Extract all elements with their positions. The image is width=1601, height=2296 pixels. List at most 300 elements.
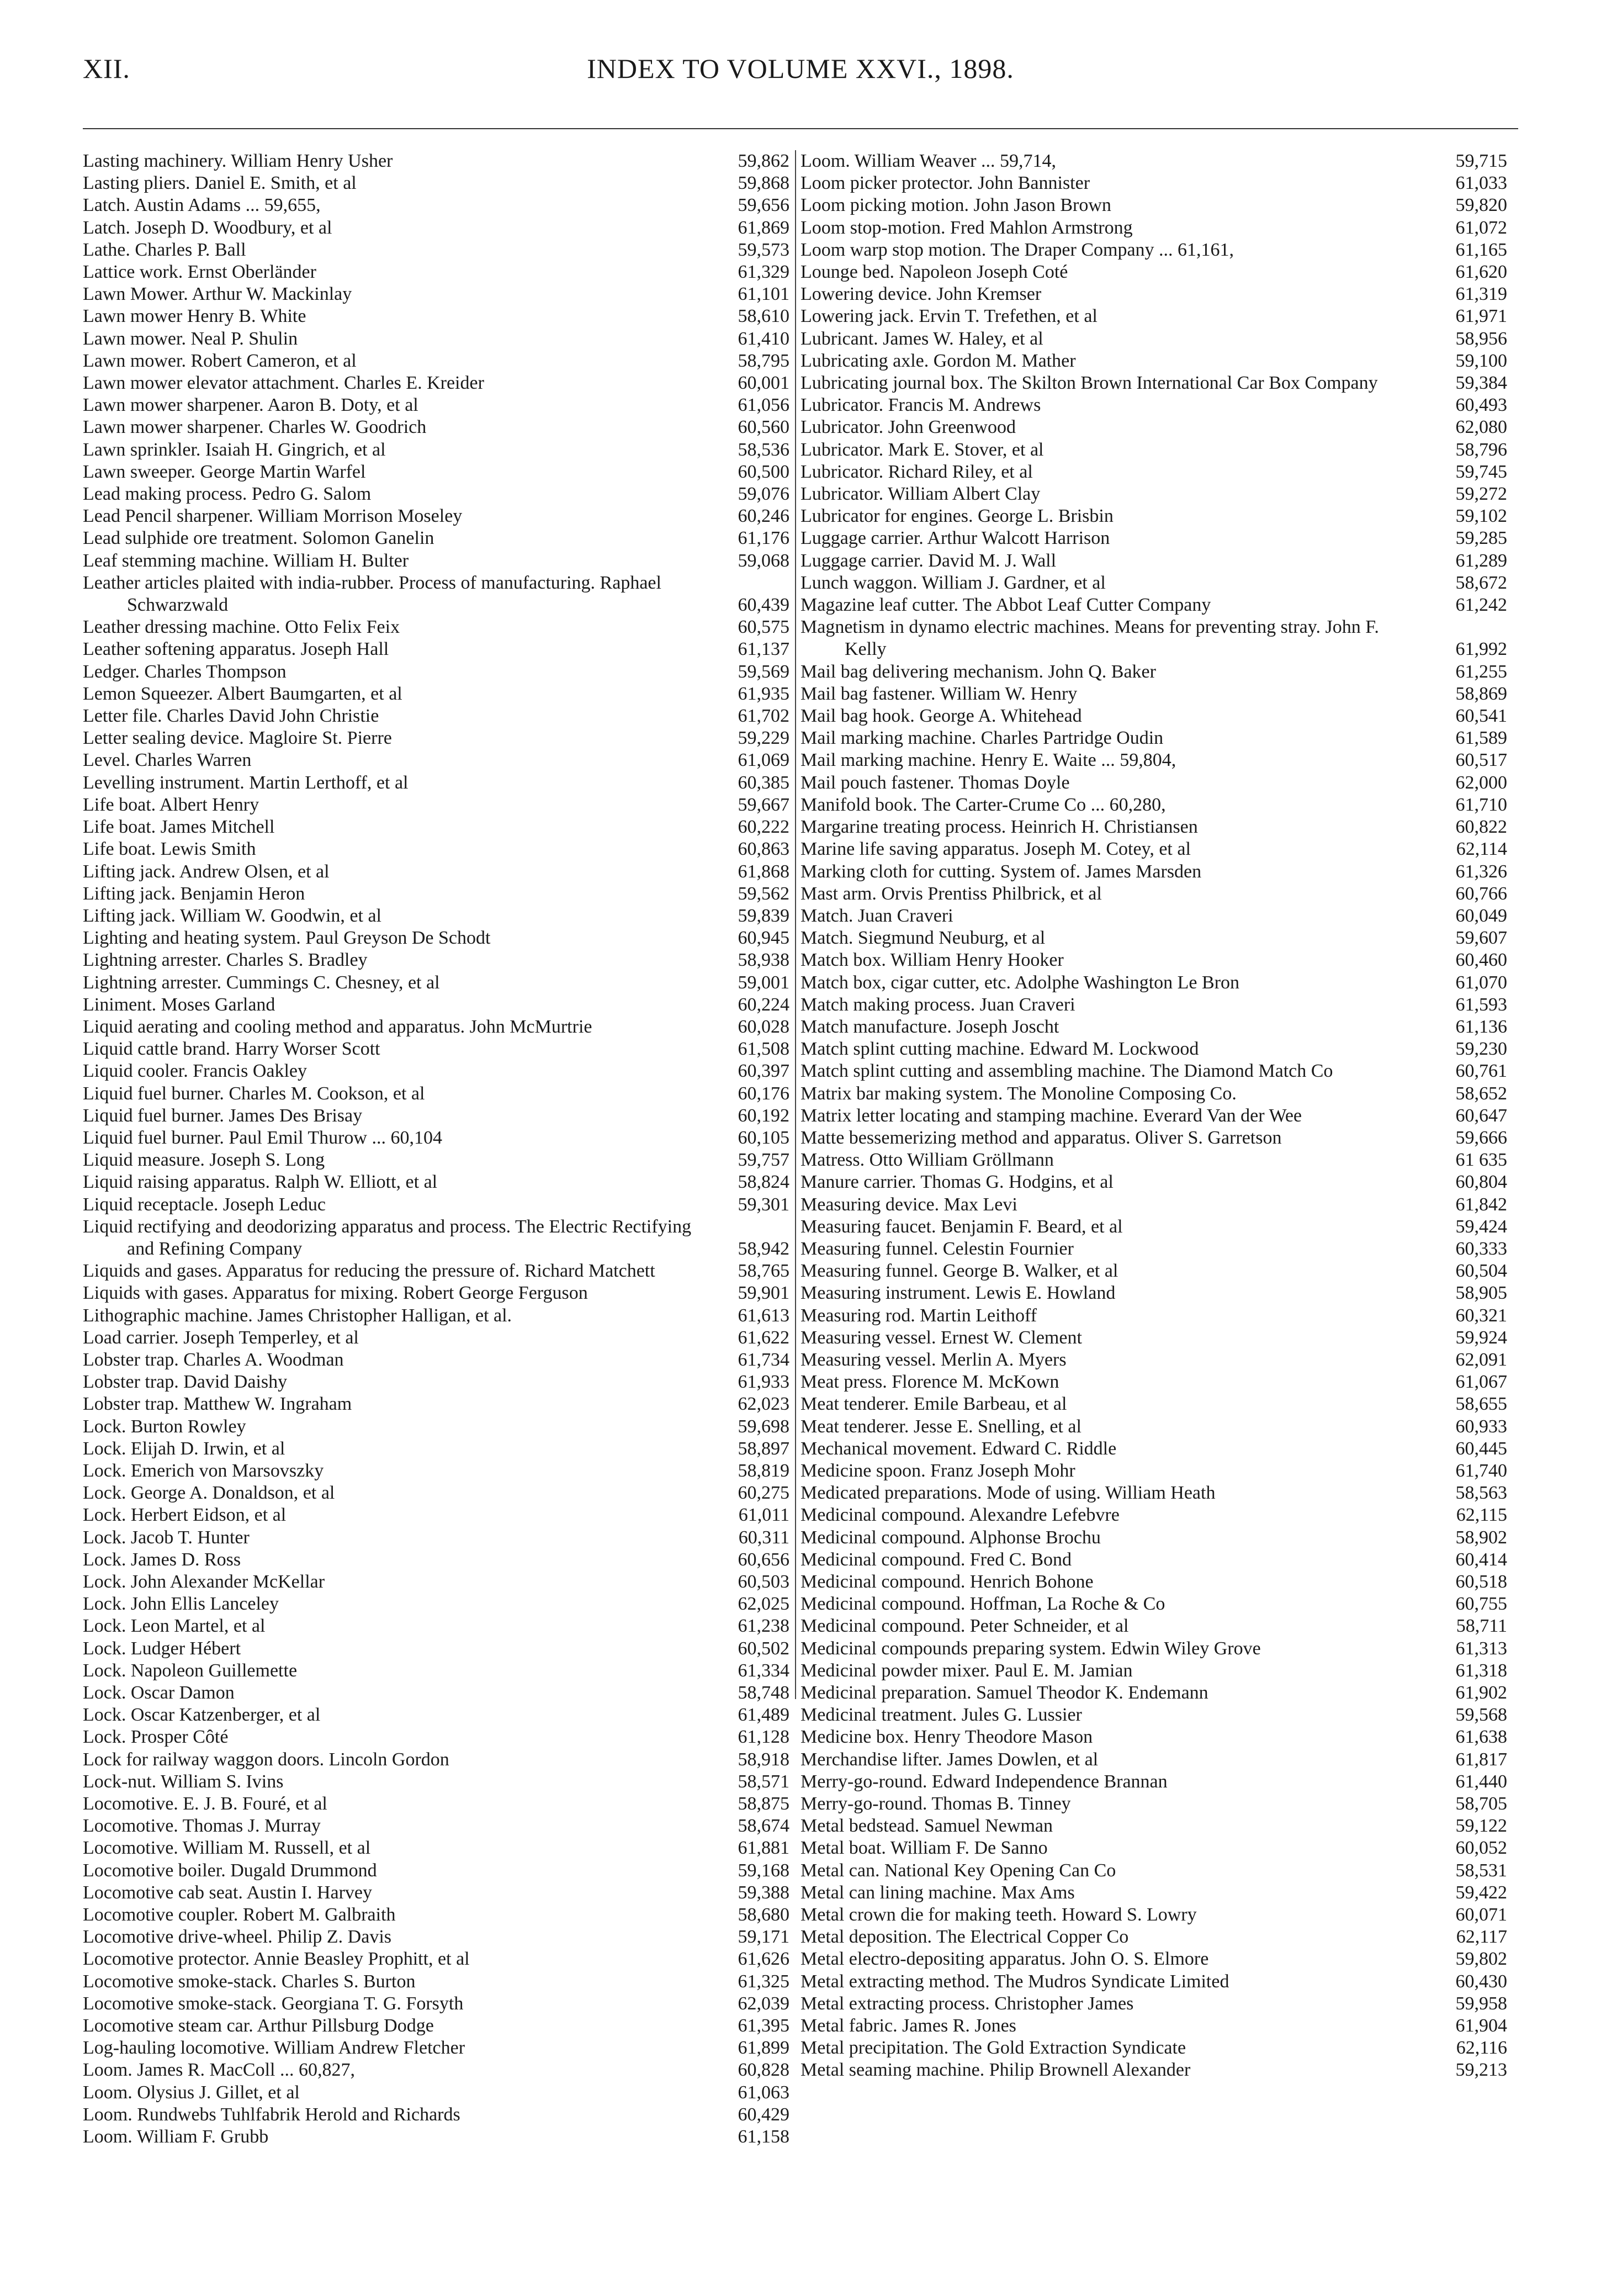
entry-subject: Loom. William Weaver ... 59,714, [800, 151, 1057, 171]
entry-subject: Lubricant. James W. Haley, et al [800, 328, 1043, 349]
entry-subject: Leather dressing machine. Otto Felix Feix [83, 617, 400, 638]
entry-subject: Lock. Oscar Damon [83, 1683, 235, 1704]
index-entry [83, 1438, 789, 1460]
entry-subject: Metal seaming machine. Philip Brownell Alexander [800, 2060, 1191, 2081]
entry-subject: Metal boat. William F. De Sanno [800, 1838, 1048, 1859]
entry-subject: Lock. Napoleon Guillemette [83, 1660, 298, 1681]
entry-subject: Measuring device. Max Levi [800, 1194, 1017, 1215]
index-entry [83, 1504, 789, 1526]
entry-subject: Merry-go-round. Edward Independence Brannan [800, 1771, 1168, 1792]
entry-patent-number: 61,992 [1416, 638, 1507, 660]
index-entry [800, 1327, 1507, 1349]
index-entry [800, 1704, 1507, 1726]
entry-patent-number: 60,105 [698, 1127, 789, 1149]
index-entry [800, 172, 1507, 194]
entry-patent-number: 58,875 [698, 1793, 789, 1815]
index-entry [83, 239, 789, 261]
entry-patent-number: 61,063 [698, 2082, 789, 2104]
entry-patent-number: 61,128 [698, 1726, 789, 1748]
entry-subject: Loom picking motion. John Jason Brown [800, 195, 1111, 216]
entry-patent-number: 58,938 [698, 949, 789, 971]
entry-subject: Locomotive smoke-stack. Charles S. Burton [83, 1971, 416, 1992]
index-entry [83, 1882, 789, 1904]
entry-subject: Measuring funnel. George B. Walker, et al [800, 1261, 1118, 1282]
entry-patent-number: 59,820 [1416, 194, 1507, 216]
index-entry [800, 1149, 1507, 1171]
entry-subject: Loom. Olysius J. Gillet, et al [83, 2082, 300, 2103]
index-entry [83, 838, 789, 860]
entry-subject: Metal extracting process. Christopher James [800, 1993, 1134, 2014]
entry-subject: Metal fabric. James R. Jones [800, 2015, 1016, 2036]
index-entry [800, 794, 1507, 816]
index-entry [83, 1083, 789, 1105]
entry-patent-number: 58,795 [698, 350, 789, 372]
entry-subject: Manure carrier. Thomas G. Hodgins, et al [800, 1172, 1114, 1193]
entry-patent-number: 59,607 [1416, 927, 1507, 949]
entry-subject: Lifting jack. William W. Goodwin, et al [83, 905, 381, 926]
entry-patent-number: 58,956 [1416, 328, 1507, 350]
index-entry [83, 1749, 789, 1771]
entry-patent-number: 59,388 [698, 1882, 789, 1904]
index-entry [83, 150, 789, 172]
index-entry [83, 1948, 789, 1970]
entry-patent-number: 60,933 [1416, 1416, 1507, 1438]
entry-patent-number: 58,571 [698, 1771, 789, 1793]
index-entry [800, 1771, 1507, 1793]
entry-patent-number: 58,610 [698, 305, 789, 327]
entry-patent-number: 61,137 [698, 638, 789, 660]
index-entry [83, 1704, 789, 1726]
entry-patent-number: 59,068 [698, 550, 789, 572]
entry-patent-number: 59,901 [698, 1282, 789, 1304]
entry-subject: Marine life saving apparatus. Joseph M. Cotey, et al [800, 839, 1191, 860]
entry-subject: Match splint cutting machine. Edward M. Lockwood [800, 1039, 1199, 1060]
entry-patent-number: 59,802 [1416, 1948, 1507, 1970]
entry-subject: Medicinal compound. Fred C. Bond [800, 1549, 1072, 1570]
entry-subject: Mail bag fastener. William W. Henry [800, 683, 1078, 704]
entry-subject: Lock for railway waggon doors. Lincoln Gordon [83, 1749, 449, 1770]
index-entry [83, 1016, 789, 1038]
entry-patent-number: 62,091 [1416, 1349, 1507, 1371]
entry-subject: Locomotive coupler. Robert M. Galbraith [83, 1904, 396, 1925]
index-entry [83, 172, 789, 194]
entry-subject: Lock. Oscar Katzenberger, et al [83, 1705, 321, 1726]
entry-subject: Leather articles plaited with india-rubber. Process of manufacturing. Raphael Schwarzwald [83, 572, 661, 616]
index-entry [800, 883, 1507, 905]
entry-patent-number: 61,395 [698, 2015, 789, 2037]
entry-patent-number: 59,569 [698, 661, 789, 683]
index-entry [83, 1060, 789, 1082]
entry-subject: Lowering device. John Kremser [800, 284, 1042, 305]
index-entry [83, 794, 789, 816]
index-entry [83, 305, 789, 327]
entry-patent-number: 61,067 [1416, 1371, 1507, 1393]
index-entry [800, 527, 1507, 549]
entry-subject: Lock. John Ellis Lanceley [83, 1594, 279, 1615]
entry-patent-number: 59,229 [698, 727, 789, 749]
entry-subject: Lithographic machine. James Christopher Halligan, et al. [83, 1305, 512, 1326]
entry-patent-number: 60,222 [698, 816, 789, 838]
entry-patent-number: 58,824 [698, 1171, 789, 1193]
index-entry [83, 194, 789, 216]
entry-subject: Lobster trap. Charles A. Woodman [83, 1349, 344, 1370]
entry-patent-number: 59,076 [698, 483, 789, 505]
index-entry [800, 239, 1507, 261]
entry-subject: Lightning arrester. Cummings C. Chesney, et al [83, 972, 440, 993]
entry-patent-number: 58,531 [1416, 1860, 1507, 1882]
index-entry [800, 949, 1507, 971]
entry-patent-number: 61,702 [698, 705, 789, 727]
index-entry [83, 1926, 789, 1948]
entry-subject: Liquid rectifying and deodorizing apparatus and process. The Electric Rectifying and Refining Company [83, 1216, 692, 1259]
entry-patent-number: 62,116 [1416, 2037, 1507, 2059]
index-entry [800, 905, 1507, 927]
entry-subject: Lawn sweeper. George Martin Warfel [83, 461, 366, 482]
entry-patent-number: 61,319 [1416, 283, 1507, 305]
index-entry [83, 1416, 789, 1438]
index-entry [800, 1238, 1507, 1260]
entry-patent-number: 58,796 [1416, 439, 1507, 461]
index-entry [800, 1305, 1507, 1327]
entry-patent-number: 62,115 [1416, 1504, 1507, 1526]
entry-patent-number: 61,136 [1416, 1016, 1507, 1038]
index-entry [83, 638, 789, 660]
entry-patent-number: 60,224 [698, 994, 789, 1016]
entry-patent-number: 61,899 [698, 2037, 789, 2059]
index-entry [83, 217, 789, 239]
index-entry [800, 1216, 1507, 1238]
header-rule [83, 128, 1518, 129]
index-entry [83, 1305, 789, 1327]
entry-subject: Matrix bar making system. The Monoline Composing Co. [800, 1083, 1237, 1104]
index-entry [83, 1682, 789, 1704]
entry-subject: Liquid aerating and cooling method and apparatus. John McMurtrie [83, 1016, 592, 1037]
entry-patent-number: 60,541 [1416, 705, 1507, 727]
index-entry [800, 505, 1507, 527]
entry-patent-number: 59,122 [1416, 1815, 1507, 1837]
entry-patent-number: 59,100 [1416, 350, 1507, 372]
entry-patent-number: 61 635 [1416, 1149, 1507, 1171]
index-entry [800, 1016, 1507, 1038]
index-entry [800, 1282, 1507, 1304]
index-entry [800, 972, 1507, 994]
entry-subject: Meat tenderer. Jesse E. Snelling, et al [800, 1416, 1082, 1437]
index-entry [800, 1171, 1507, 1193]
entry-patent-number: 61,589 [1416, 727, 1507, 749]
entry-subject: Lock-nut. William S. Ivins [83, 1771, 284, 1792]
index-entry [83, 661, 789, 683]
index-entry [83, 2015, 789, 2037]
entry-subject: Lubricator. Mark E. Stover, et al [800, 439, 1044, 460]
index-entry [83, 350, 789, 372]
entry-subject: Locomotive. William M. Russell, et al [83, 1838, 371, 1859]
entry-subject: Lobster trap. David Daishy [83, 1372, 288, 1393]
entry-patent-number: 59,573 [698, 239, 789, 261]
entry-subject: Metal can. National Key Opening Can Co [800, 1860, 1116, 1881]
index-entry [83, 2082, 789, 2104]
entry-subject: Medicinal powder mixer. Paul E. M. Jamian [800, 1660, 1133, 1681]
index-entry [800, 1726, 1507, 1748]
entry-patent-number: 60,500 [698, 461, 789, 483]
entry-patent-number: 60,828 [698, 2059, 789, 2081]
index-columns [83, 150, 1518, 2265]
index-entry [83, 1615, 789, 1637]
entry-subject: Liquid fuel burner. Charles M. Cookson, et al [83, 1083, 425, 1104]
entry-patent-number: 61,734 [698, 1349, 789, 1371]
index-entry [800, 1904, 1507, 1926]
entry-patent-number: 61,740 [1416, 1460, 1507, 1482]
entry-patent-number: 58,748 [698, 1682, 789, 1704]
entry-patent-number: 60,493 [1416, 394, 1507, 416]
index-entry [800, 150, 1507, 172]
entry-patent-number: 58,705 [1416, 1793, 1507, 1815]
entry-patent-number: 61,869 [698, 217, 789, 239]
entry-patent-number: 60,804 [1416, 1171, 1507, 1193]
entry-subject: Lead making process. Pedro G. Salom [83, 484, 372, 505]
page-number: XII. [83, 53, 130, 84]
entry-patent-number: 58,655 [1416, 1393, 1507, 1415]
index-entry [83, 1837, 789, 1859]
entry-patent-number: 61,238 [698, 1615, 789, 1637]
index-entry [83, 1105, 789, 1127]
index-entry [800, 1349, 1507, 1371]
entry-subject: Measuring vessel. Merlin A. Myers [800, 1349, 1067, 1370]
entry-patent-number: 60,560 [698, 416, 789, 438]
entry-subject: Lead sulphide ore treatment. Solomon Ganelin [83, 528, 434, 549]
entry-subject: Lawn mower sharpener. Charles W. Goodrich [83, 417, 427, 438]
index-entry [83, 905, 789, 927]
index-entry [800, 838, 1507, 860]
entry-patent-number: 59,958 [1416, 1993, 1507, 2015]
entry-subject: Merchandise lifter. James Dowlen, et al [800, 1749, 1099, 1770]
entry-subject: Liquids and gases. Apparatus for reducing the pressure of. Richard Matchett [83, 1261, 655, 1282]
entry-subject: Mail marking machine. Charles Partridge Oudin [800, 728, 1164, 749]
entry-patent-number: 60,275 [698, 1482, 789, 1504]
entry-subject: Locomotive cab seat. Austin I. Harvey [83, 1882, 373, 1903]
entry-subject: Meat press. Florence M. McKown [800, 1372, 1059, 1393]
entry-patent-number: 61,902 [1416, 1682, 1507, 1704]
entry-subject: Lock. John Alexander McKellar [83, 1572, 325, 1592]
entry-subject: Measuring vessel. Ernest W. Clement [800, 1327, 1082, 1348]
entry-patent-number: 59,384 [1416, 372, 1507, 394]
index-entry [83, 705, 789, 727]
index-entry [800, 683, 1507, 705]
entry-patent-number: 60,502 [698, 1638, 789, 1660]
index-entry [800, 1860, 1507, 1882]
entry-patent-number: 59,666 [1416, 1127, 1507, 1149]
entry-subject: Lubricator. John Greenwood [800, 417, 1016, 438]
entry-patent-number: 61,255 [1416, 661, 1507, 683]
entry-subject: Loom stop-motion. Fred Mahlon Armstrong [800, 217, 1133, 238]
entry-subject: Liquid cooler. Francis Oakley [83, 1061, 308, 1082]
entry-patent-number: 61,289 [1416, 550, 1507, 572]
index-entry [800, 1837, 1507, 1859]
index-entry [83, 2126, 789, 2148]
entry-patent-number: 60,822 [1416, 816, 1507, 838]
index-entry [83, 972, 789, 994]
entry-patent-number: 60,176 [698, 1083, 789, 1105]
entry-subject: Margarine treating process. Heinrich H. Christiansen [800, 817, 1198, 838]
entry-patent-number: 62,039 [698, 1993, 789, 2015]
entry-patent-number: 59,422 [1416, 1882, 1507, 1904]
entry-patent-number: 61,242 [1416, 594, 1507, 616]
index-entry [83, 1793, 789, 1815]
index-entry [83, 1638, 789, 1660]
entry-subject: Lubricator. Francis M. Andrews [800, 395, 1041, 416]
entry-patent-number: 61,069 [698, 749, 789, 771]
index-entry [800, 1948, 1507, 1970]
index-entry [800, 439, 1507, 461]
entry-patent-number: 61,881 [698, 1837, 789, 1859]
entry-subject: Mail bag delivering mechanism. John Q. Baker [800, 661, 1156, 682]
entry-subject: Life boat. Albert Henry [83, 794, 259, 815]
index-entry [800, 1682, 1507, 1704]
index-entry [83, 1149, 789, 1171]
index-entry [83, 261, 789, 283]
entry-patent-number: 60,518 [1416, 1571, 1507, 1593]
index-entry [800, 283, 1507, 305]
index-entry [800, 727, 1507, 749]
entry-patent-number: 59,667 [698, 794, 789, 816]
entry-patent-number: 59,656 [698, 194, 789, 216]
entry-subject: Lawn Mower. Arthur W. Mackinlay [83, 284, 352, 305]
entry-subject: Liniment. Moses Garland [83, 994, 275, 1015]
index-entry [83, 1571, 789, 1593]
entry-subject: Medicinal compound. Henrich Bohone [800, 1572, 1094, 1592]
entry-patent-number: 61,613 [698, 1305, 789, 1327]
entry-subject: Locomotive steam car. Arthur Pillsburg Dodge [83, 2015, 434, 2036]
entry-subject: Metal extracting method. The Mudros Syndicate Limited [800, 1971, 1229, 1992]
entry-patent-number: 61,626 [698, 1948, 789, 1970]
entry-subject: Lock. Prosper Côté [83, 1727, 229, 1748]
entry-patent-number: 58,680 [698, 1904, 789, 1926]
index-entry [83, 1127, 789, 1149]
entry-patent-number: 60,430 [1416, 1971, 1507, 1993]
entry-patent-number: 59,285 [1416, 527, 1507, 549]
entry-patent-number: 60,192 [698, 1105, 789, 1127]
index-entry [800, 2059, 1507, 2081]
entry-patent-number: 62,117 [1416, 1926, 1507, 1948]
entry-subject: Medicinal compound. Alphonse Brochu [800, 1527, 1101, 1548]
entry-subject: Letter file. Charles David John Christie [83, 706, 379, 727]
entry-subject: Lasting pliers. Daniel E. Smith, et al [83, 173, 357, 194]
entry-subject: Measuring faucet. Benjamin F. Beard, et al [800, 1216, 1123, 1237]
index-entry [800, 1260, 1507, 1282]
entry-subject: Magazine leaf cutter. The Abbot Leaf Cutter Company [800, 595, 1211, 616]
entry-patent-number: 60,049 [1416, 905, 1507, 927]
entry-patent-number: 61,410 [698, 328, 789, 350]
entry-subject: Lawn mower. Robert Cameron, et al [83, 350, 357, 371]
entry-patent-number: 61,842 [1416, 1194, 1507, 1216]
entry-patent-number: 61,101 [698, 283, 789, 305]
entry-patent-number: 61,072 [1416, 217, 1507, 239]
entry-subject: Mail pouch fastener. Thomas Doyle [800, 772, 1070, 793]
entry-subject: Matress. Otto William Gröllmann [800, 1150, 1054, 1171]
entry-subject: Metal crown die for making teeth. Howard S. Lowry [800, 1904, 1197, 1925]
entry-patent-number: 61,489 [698, 1704, 789, 1726]
index-entry [800, 328, 1507, 350]
entry-subject: Lawn mower. Neal P. Shulin [83, 328, 298, 349]
index-entry [83, 1527, 789, 1549]
entry-patent-number: 60,460 [1416, 949, 1507, 971]
index-entry [800, 550, 1507, 572]
entry-patent-number: 61,817 [1416, 1749, 1507, 1771]
index-entry [83, 1171, 789, 1193]
entry-patent-number: 58,674 [698, 1815, 789, 1837]
index-entry [83, 283, 789, 305]
index-entry [800, 1571, 1507, 1593]
entry-subject: Lead Pencil sharpener. William Morrison Moseley [83, 506, 463, 527]
index-entry [800, 350, 1507, 372]
index-entry [83, 1660, 789, 1682]
entry-subject: Lemon Squeezer. Albert Baumgarten, et al [83, 683, 402, 704]
index-entry [800, 816, 1507, 838]
entry-subject: Ledger. Charles Thompson [83, 661, 287, 682]
entry-patent-number: 59,568 [1416, 1704, 1507, 1726]
index-entry [83, 527, 789, 549]
entry-subject: Medicated preparations. Mode of using. William Heath [800, 1483, 1216, 1504]
entry-patent-number: 60,575 [698, 616, 789, 638]
entry-patent-number: 61,158 [698, 2126, 789, 2148]
entry-subject: Level. Charles Warren [83, 750, 252, 771]
index-entry [800, 772, 1507, 794]
entry-subject: Medicinal compound. Alexandre Lefebvre [800, 1505, 1120, 1526]
entry-subject: Levelling instrument. Martin Lerthoff, et al [83, 772, 409, 793]
entry-subject: Medicinal treatment. Jules G. Lussier [800, 1705, 1082, 1726]
entry-subject: Measuring instrument. Lewis E. Howland [800, 1283, 1116, 1304]
entry-subject: Log-hauling locomotive. William Andrew Fletcher [83, 2038, 465, 2059]
entry-patent-number: 59,301 [698, 1194, 789, 1216]
index-entry [800, 1482, 1507, 1504]
index-entry [83, 883, 789, 905]
index-entry [83, 1993, 789, 2015]
entry-subject: Lock. Herbert Eidson, et al [83, 1505, 287, 1526]
index-entry [83, 572, 789, 616]
page-header [83, 52, 1518, 102]
entry-patent-number: 59,001 [698, 972, 789, 994]
entry-subject: Meat tenderer. Emile Barbeau, et al [800, 1394, 1067, 1415]
entry-patent-number: 60,321 [1416, 1305, 1507, 1327]
entry-subject: Merry-go-round. Thomas B. Tinney [800, 1794, 1071, 1814]
entry-subject: Measuring rod. Martin Leithoff [800, 1305, 1037, 1326]
entry-patent-number: 61,935 [698, 683, 789, 705]
entry-patent-number: 61,011 [698, 1504, 789, 1526]
index-entry [800, 572, 1507, 594]
entry-subject: Lock. Jacob T. Hunter [83, 1527, 250, 1548]
index-entry [83, 2104, 789, 2126]
index-entry [83, 861, 789, 883]
index-entry [800, 1549, 1507, 1571]
index-entry [800, 1416, 1507, 1438]
index-entry [800, 483, 1507, 505]
entry-subject: Life boat. Lewis Smith [83, 839, 256, 860]
entry-subject: Lifting jack. Benjamin Heron [83, 883, 305, 904]
page-title: INDEX TO VOLUME XXVI., 1898. [587, 53, 1014, 84]
index-entry [83, 994, 789, 1016]
entry-subject: Lawn mower sharpener. Aaron B. Doty, et al [83, 395, 418, 416]
index-entry [800, 1038, 1507, 1060]
entry-subject: Medicinal compounds preparing system. Edwin Wiley Grove [800, 1638, 1261, 1659]
index-entry [83, 749, 789, 771]
entry-subject: Matrix letter locating and stamping machine. Everard Van der Wee [800, 1105, 1302, 1126]
entry-subject: Lock. Ludger Hébert [83, 1638, 241, 1659]
index-entry [800, 1993, 1507, 2015]
entry-patent-number: 60,246 [698, 505, 789, 527]
entry-subject: Medicinal compound. Hoffman, La Roche & Co [800, 1594, 1165, 1615]
index-entry [83, 1349, 789, 1371]
entry-patent-number: 61,056 [698, 394, 789, 416]
index-entry [83, 2037, 789, 2059]
